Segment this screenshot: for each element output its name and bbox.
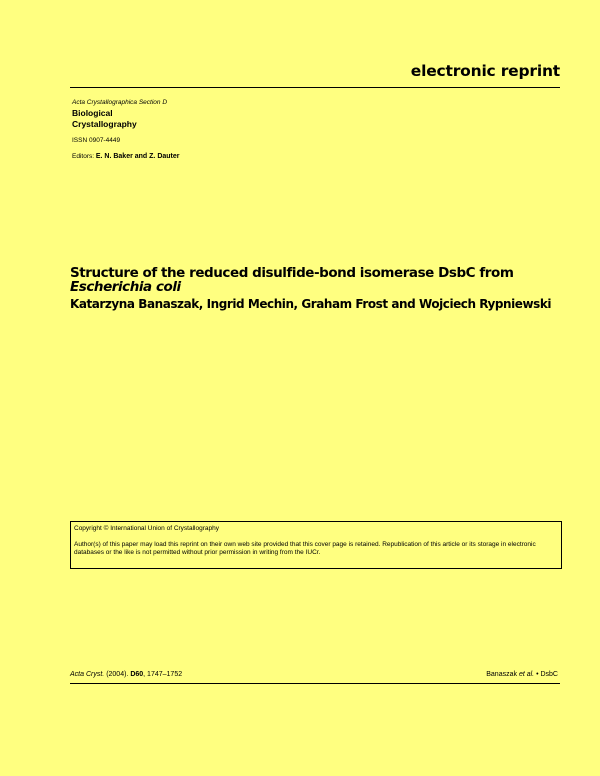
bottom-rule [70,683,560,684]
issn: ISSN 0907-4449 [72,137,121,144]
electronic-reprint-label: electronic reprint [410,62,560,80]
footer-volume: D60 [130,671,144,678]
footer-topic: DsbC [540,671,558,678]
editors [72,152,180,162]
footer-separator: • [536,671,539,678]
footer-year: (2004). [106,671,129,678]
article-title [70,266,570,294]
footer-journal-abbrev: Acta Cryst. [70,671,105,678]
editors-prefix: Editors: [72,153,95,160]
journal-section-line1: Biological [72,108,113,118]
top-rule [70,87,560,88]
editors-names: E. N. Baker and Z. Dauter [95,153,180,160]
journal-info [72,98,180,162]
article-title-main: Structure of the reduced disulfide-bond isomerase DsbC from [70,265,514,281]
footer-running-head [486,671,558,678]
copyright-notice: Author(s) of this paper may load this reprint on their own web site provided that this cover page is retained. Republication of this article or its storage in electronic databases or the like is not permitted without prior permission in writing from the IUCr. [74,540,536,556]
footer-pages: , 1747–1752 [143,671,183,678]
copyright-line: Copyright © International Union of Crystallography [74,525,219,532]
footer-author-short: Banaszak [486,671,517,678]
article-title-species: Escherichia coli [70,279,181,295]
journal-series: Acta Crystallographica Section D [72,99,168,106]
copyright-box [70,521,562,569]
journal-section-line2: Crystallography [72,119,137,129]
article-authors: Katarzyna Banaszak, Ingrid Mechin, Graham Frost and Wojciech Rypniewski [70,297,552,311]
footer-et-al: et al. [518,671,535,678]
footer-citation [70,671,182,678]
